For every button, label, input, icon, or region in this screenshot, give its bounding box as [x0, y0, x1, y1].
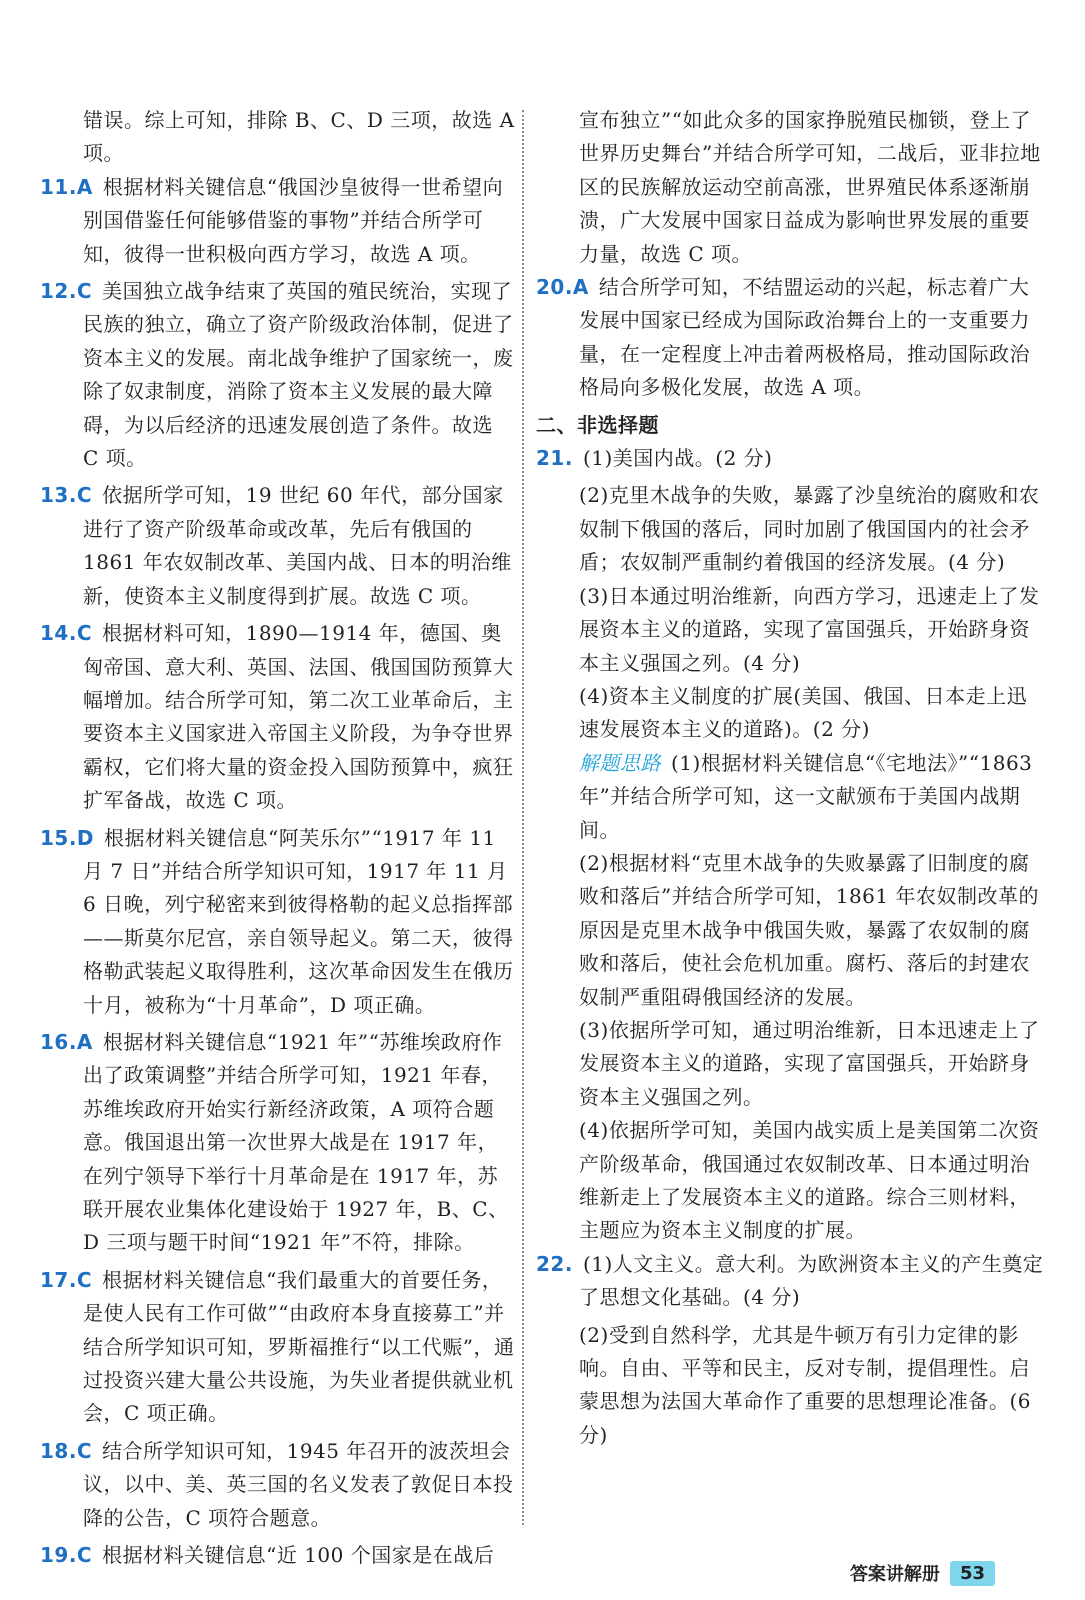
question-number: 22.	[536, 1251, 573, 1276]
answer-item	[536, 1248, 1046, 1315]
section-title: 二、非选择题	[536, 412, 659, 437]
sub-answer: (3)日本通过明治维新，向西方学习，迅速走上了发展资本主义的道路，实现了富国强兵，开始跻身资本主义强国之列。(4 分)	[579, 583, 1040, 675]
answer-item	[40, 1264, 515, 1431]
continued-text: 宣布独立”“如此众多的国家挣脱殖民枷锁，登上了世界历史舞台”并结合所学可知，二战后，亚非拉地区的民族解放运动空前高涨，世界殖民体系逐渐崩溃，广大发展中国家日益成为影响世界发展的重要力量，故选 C 项。	[579, 108, 1041, 266]
sub-answer: (2)受到自然科学，尤其是牛顿万有引力定律的影响。自由、平等和民主，反对专制，提倡理性。启蒙思想为法国大革命作了重要的思想理论准备。(6 分)	[579, 1322, 1032, 1447]
page-footer	[850, 1560, 995, 1586]
answer-item	[40, 1026, 515, 1260]
question-number: 15.D	[40, 825, 95, 850]
answer-text: 根据材料关键信息“我们最重大的首要任务，是使人民有工作可做”“由政府本身直接募工”并结合所学知识可知，罗斯福推行“以工代赈”，通过投资兴建大量公共设施，为失业者提供就业机会，C 项正确。	[83, 1267, 515, 1426]
sub-answer: (2)克里木战争的失败，暴露了沙皇统治的腐败和农奴制下俄国的落后，同时加剧了俄国国内的社会矛盾；农奴制严重制约着俄国的经济发展。(4 分)	[579, 483, 1040, 575]
answer-item	[40, 822, 515, 1022]
question-number: 12.C	[40, 279, 93, 304]
continued-text: 错误。综上可知，排除 B、C、D 三项，故选 A 项。	[83, 108, 515, 166]
tip-label: 解题思路	[579, 750, 661, 775]
answer-text: 根据材料关键信息“近 100 个国家是在战后	[102, 1543, 495, 1568]
answer-item	[40, 1435, 515, 1535]
answer-text: 根据材料关键信息“俄国沙皇彼得一世希望向别国借鉴任何能够借鉴的事物”并结合所学可知，彼得一世积极向西方学习，故选 A 项。	[83, 174, 504, 266]
solution-tip	[536, 747, 1046, 847]
sub-answer: (3)依据所学可知，通过明治维新，日本迅速走上了发展资本主义的道路，实现了富国强兵，开始跻身资本主义强国之列。	[579, 1017, 1040, 1109]
answer-text: 根据材料关键信息“1921 年”“苏维埃政府作出了政策调整”并结合所学可知，1921 年春，苏维埃政府开始实行新经济政策，A 项符合题意。俄国退出第一次世界大战是在 1917 年，在列宁领导下举行十月革命是在 1917 年，苏联开展农业集体化建设始于 1927 年，B、C、D 三项与题干时间“1921 年”不符，排除。	[83, 1029, 509, 1255]
sub-answer: (4)依据所学可知，美国内战实质上是美国第二次资产阶级革命，俄国通过农奴制改革、日本通过明治维新走上了发展资本主义的道路。综合三则材料，主题应为资本主义制度的扩展。	[579, 1118, 1040, 1243]
column-divider	[522, 110, 524, 1525]
page-number: 53	[950, 1561, 995, 1586]
question-number: 20.A	[536, 275, 589, 300]
question-number: 18.C	[40, 1438, 93, 1463]
answer-text: 结合所学知识可知，1945 年召开的波茨坦会议，以中、美、英三国的名义发表了敦促日本投降的公告，C 项符合题意。	[83, 1438, 514, 1530]
answer-item	[536, 442, 1046, 475]
answer-item	[40, 617, 515, 817]
answer-text: 根据材料可知，1890—1914 年，德国、奥匈帝国、意大利、英国、法国、俄国国防预算大幅增加。结合所学可知，第二次工业革命后，主要资本主义国家进入帝国主义阶段，为争夺世界霸权，它们将大量的资金投入国防预算中，疯狂扩军备战，故选 C 项。	[83, 621, 514, 813]
answer-item	[536, 271, 1046, 405]
answer-text: 依据所学可知，19 世纪 60 年代，部分国家进行了资产阶级革命或改革，先后有俄国的 1861 年农奴制改革、美国内战、日本的明治维新，使资本主义制度得到扩展。故选 C 项。	[83, 483, 512, 608]
sub-answer: (4)资本主义制度的扩展(美国、俄国、日本走上迅速发展资本主义的道路)。(2 分)	[579, 683, 1028, 742]
left-column	[40, 104, 515, 1576]
answer-text: 根据材料关键信息“阿芙乐尔”“1917 年 11 月 7 日”并结合所学知识可知，1917 年 11 月 6 日晚，列宁秘密来到彼得格勒的起义总指挥部——斯莫尔尼宫，亲自领导起义。第二天，彼得格勒武装起义取得胜利，这次革命因发生在俄历十月，被称为“十月革命”，D 项正确。	[83, 825, 514, 1017]
question-number: 11.A	[40, 174, 93, 199]
answer-item	[40, 479, 515, 613]
answer-text: (1)人文主义。意大利。为欧洲资本主义的产生奠定了思想文化基础。(4 分)	[579, 1251, 1044, 1310]
answer-text: 美国独立战争结束了英国的殖民统治，实现了民族的独立，确立了资产阶级政治体制，促进了资本主义的发展。南北战争维护了国家统一，废除了奴隶制度，消除了资本主义发展的最大障碍，为以后经济的迅速发展创造了条件。故选 C 项。	[83, 279, 514, 471]
answer-text: (1)美国内战。(2 分)	[582, 446, 773, 471]
answer-item	[40, 275, 515, 475]
sub-answer: (2)根据材料“克里木战争的失败暴露了旧制度的腐败和落后”并结合所学可知，1861 年农奴制改革的原因是克里木战争中俄国失败，暴露了农奴制的腐败和落后，使社会危机加重。腐朽、落后的封建农奴制严重阻碍俄国经济的发展。	[579, 850, 1039, 1009]
question-number: 16.A	[40, 1029, 93, 1054]
question-number: 21.	[536, 446, 573, 471]
question-number: 14.C	[40, 621, 93, 646]
tip-text: (1)根据材料关键信息“《宅地法》”“1863 年”并结合所学可知，这一文献颁布于美国内战期间。	[579, 750, 1033, 842]
answer-item	[40, 1539, 515, 1572]
question-number: 17.C	[40, 1267, 93, 1292]
question-number: 19.C	[40, 1543, 93, 1568]
answer-text: 结合所学可知，不结盟运动的兴起，标志着广大发展中国家已经成为国际政治舞台上的一支重要力量，在一定程度上冲击着两极格局，推动国际政治格局向多极化发展，故选 A 项。	[579, 275, 1030, 400]
right-column	[536, 104, 1046, 1452]
question-number: 13.C	[40, 483, 93, 508]
answer-item	[40, 171, 515, 271]
footer-label: 答案讲解册	[849, 1564, 940, 1585]
